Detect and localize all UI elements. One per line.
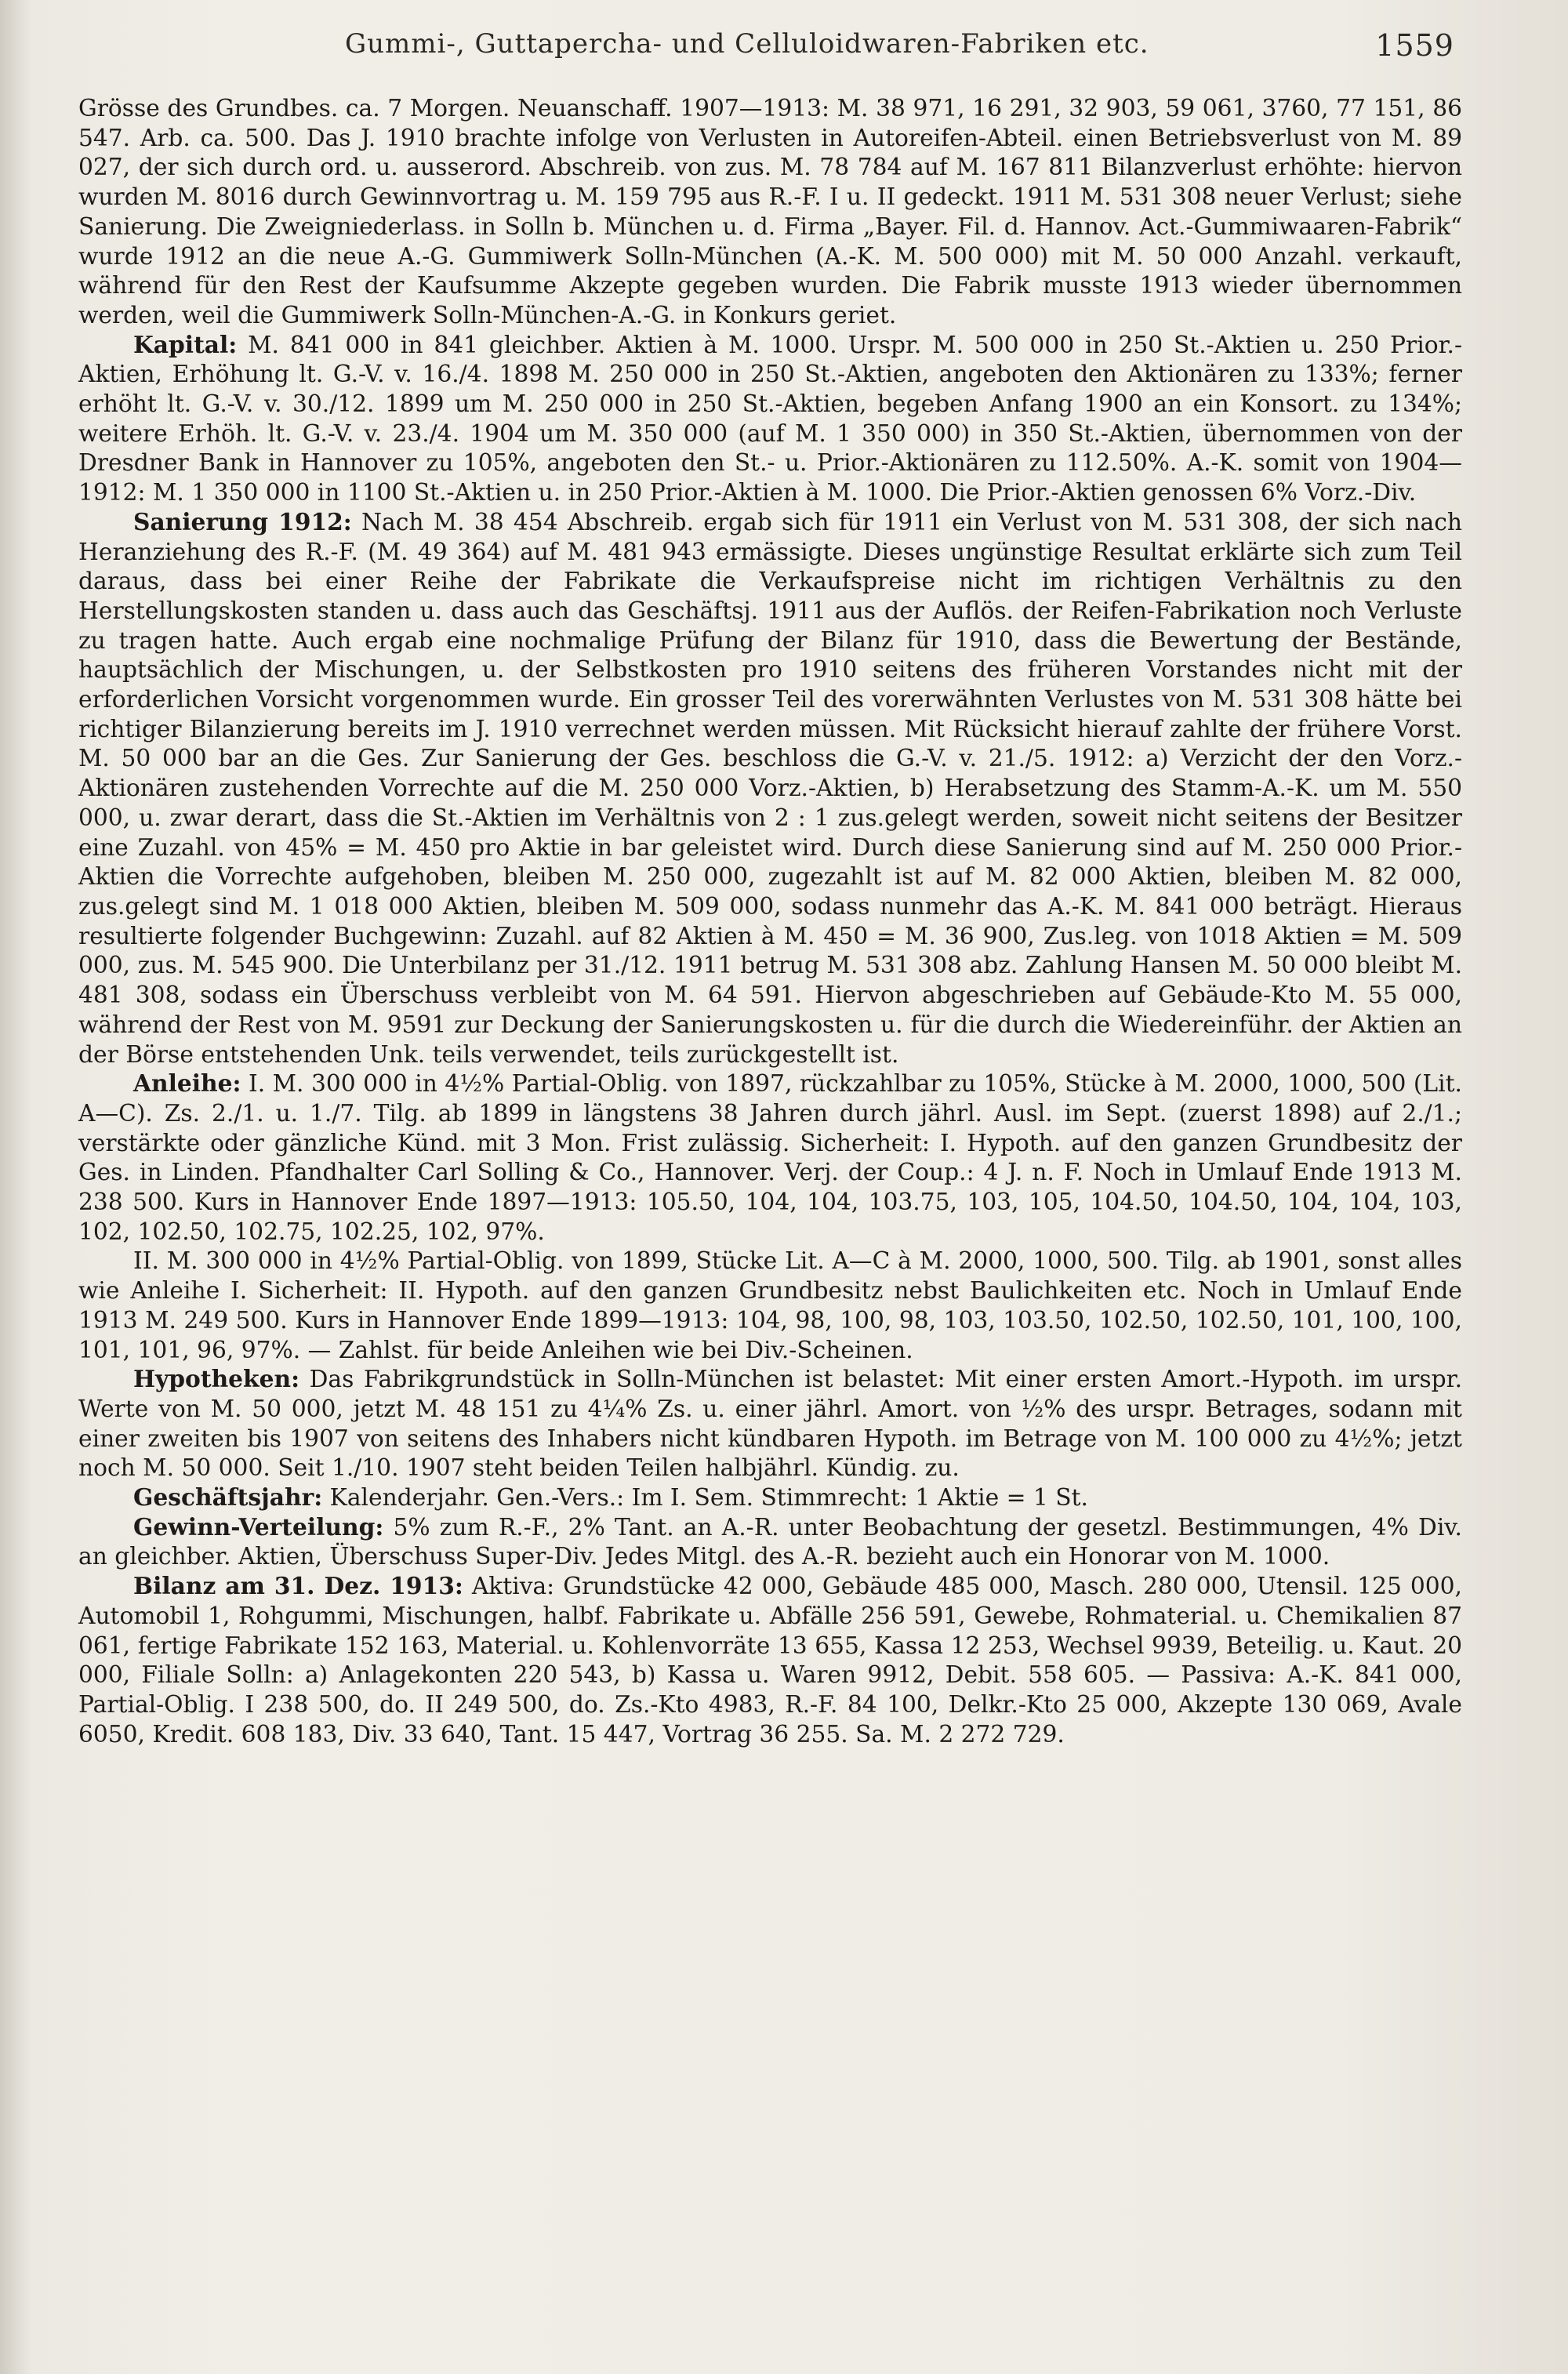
- section-heading-bilanz: Bilanz am 31. Dez. 1913:: [133, 1573, 463, 1601]
- paragraph-kapital: [78, 331, 1462, 508]
- page-number: 1559: [1375, 28, 1454, 63]
- body-text: [78, 94, 1462, 1749]
- paragraph-text: I. M. 300 000 in 4½% Partial-Oblig. von 1897, rückzahlbar zu 105%, Stücke à M. 2000, 1000, 500 (Lit. A—C). Zs. 2./1. u. 1./7. Tilg. ab 1899 in längstens 38 Jahren durch jährl. Ausl. im Sept. (zuerst 1898) auf 2./1.; verstärkte oder gänzliche Künd. mit 3 Mon. Frist zulässig. Sicherheit: I. Hypoth. auf den ganzen Grundbesitz der Ges. in Linden. Pfandhalter Carl Solling & Co., Hannover. Verj. der Coup.: 4 J. n. F. Noch in Umlauf Ende 1913 M. 238 500. Kurs in Hannover Ende 1897—1913: 105.50, 104, 104, 103.75, 103, 105, 104.50, 104.50, 104, 104, 103, 102, 102.50, 102.75, 102.25, 102, 97%.: [78, 1070, 1462, 1246]
- paragraph-text: Kalenderjahr. Gen.-Vers.: Im I. Sem. Stimmrecht: 1 Aktie = 1 St.: [322, 1484, 1088, 1512]
- paragraph-text: II. M. 300 000 in 4½% Partial-Oblig. von 1899, Stücke Lit. A—C à M. 2000, 1000, 500. Tilg. ab 1901, sonst alles wie Anleihe I. Sicherheit: II. Hypoth. auf den ganzen Grundbesitz nebst Baulichkeiten etc. Noch in Umlauf Ende 1913 M. 249 500. Kurs in Hannover Ende 1899—1913: 104, 98, 100, 98, 103, 103.50, 102.50, 102.50, 101, 100, 100, 101, 101, 96, 97%. — Zahlst. für beide Anleihen wie bei Div.-Scheinen.: [78, 1247, 1462, 1364]
- section-heading-geschaeftsjahr: Geschäftsjahr:: [133, 1484, 323, 1512]
- section-heading-gewinn-verteilung: Gewinn-Verteilung:: [133, 1513, 384, 1541]
- paragraph-sanierung: [78, 508, 1462, 1069]
- paragraph-bilanz: [78, 1572, 1462, 1749]
- section-heading-hypotheken: Hypotheken:: [133, 1366, 300, 1394]
- section-heading-kapital: Kapital:: [133, 331, 238, 359]
- section-heading-anleihe: Anleihe:: [133, 1070, 241, 1098]
- paragraph-company-history: [78, 94, 1462, 331]
- paragraph-anleihe-1: [78, 1069, 1462, 1247]
- running-head: Gummi-, Guttapercha- und Celluloidwaren-Fabriken etc.: [345, 28, 1149, 60]
- page-header: [86, 28, 1454, 75]
- paragraph-geschaeftsjahr: [78, 1483, 1462, 1513]
- paragraph-text: M. 841 000 in 841 gleichber. Aktien à M. 1000. Urspr. M. 500 000 in 250 St.-Aktien u. 250 Prior.-Aktien, Erhöhung lt. G.-V. v. 16./4. 1898 M. 250 000 in 250 St.-Aktien, angeboten den Aktionären zu 133%; ferner erhöht lt. G.-V. v. 30./12. 1899 um M. 250 000 in 250 St.-Aktien, begeben Anfang 1900 an ein Konsort. zu 134%; weitere Erhöh. lt. G.-V. v. 23./4. 1904 um M. 350 000 (auf M. 1 350 000) in 350 St.-Aktien, übernommen von der Dresdner Bank in Hannover zu 105%, angeboten den St.- u. Prior.-Aktionären zu 112.50%. A.-K. somit von 1904—1912: M. 1 350 000 in 1100 St.-Aktien u. in 250 Prior.-Aktien à M. 1000. Die Prior.-Aktien genossen 6% Vorz.-Div.: [78, 331, 1462, 507]
- paragraph-text: 5% zum R.-F., 2% Tant. an A.-R. unter Beobachtung der gesetzl. Bestimmungen, 4% Div. an gleichber. Aktien, Überschuss Super-Div. Jedes Mitgl. des A.-R. bezieht auch ein Honorar von M. 1000.: [78, 1513, 1462, 1571]
- paragraph-text: Aktiva: Grundstücke 42 000, Gebäude 485 000, Masch. 280 000, Utensil. 125 000, Automobil 1, Rohgummi, Mischungen, halbf. Fabrikate u. Abfälle 256 591, Gewebe, Rohmaterial. u. Chemikalien 87 061, fertige Fabrikate 152 163, Material. u. Kohlenvorräte 13 655, Kassa 12 253, Wechsel 9939, Beteilig. u. Kaut. 20 000, Filiale Solln: a) Anlagekonten 220 543, b) Kassa u. Waren 9912, Debit. 558 605. — Passiva: A.-K. 841 000, Partial-Oblig. I 238 500, do. II 249 500, do. Zs.-Kto 4983, R.-F. 84 100, Delkr.-Kto 25 000, Akzepte 130 069, Avale 6050, Kredit. 608 183, Div. 33 640, Tant. 15 447, Vortrag 36 255. Sa. M. 2 272 729.: [78, 1573, 1462, 1748]
- paragraph-text: Nach M. 38 454 Abschreib. ergab sich für 1911 ein Verlust von M. 531 308, der sich nach Heranziehung des R.-F. (M. 49 364) auf M. 481 943 ermässigte. Dieses ungünstige Resultat erklärte sich zum Teil daraus, dass bei einer Reihe der Fabrikate die Verkaufspreise nicht im richtigen Verhältnis zu den Herstellungskosten standen u. dass auch das Geschäftsj. 1911 aus der Auflös. der Reifen-Fabrikation noch Verluste zu tragen hatte. Auch ergab eine nochmalige Prüfung der Bilanz für 1910, dass die Bewertung der Bestände, hauptsächlich der Mischungen, u. der Selbstkosten pro 1910 seitens des früheren Vorstandes nicht mit der erforderlichen Vorsicht vorgenommen wurde. Ein grosser Teil des vorerwähnten Verlustes von M. 531 308 hätte bei richtiger Bilanzierung bereits im J. 1910 verrechnet werden müssen. Mit Rücksicht hierauf zahlte der frühere Vorst. M. 50 000 bar an die Ges. Zur Sanierung der Ges. beschloss die G.-V. v. 21./5. 1912: a) Verzicht der den Vorz.-Aktionären zustehenden Vorrechte auf die M. 250 000 Vorz.-Aktien, b) Herabsetzung des Stamm-A.-K. um M. 550 000, u. zwar derart, dass die St.-Aktien im Verhältnis von 2 : 1 zus.gelegt werden, soweit nicht seitens der Besitzer eine Zuzahl. von 45% = M. 450 pro Aktie in bar geleistet wird. Durch diese Sanierung sind auf M. 250 000 Prior.-Aktien die Vorrechte aufgehoben, bleiben M. 250 000, zugezahlt ist auf M. 82 000 Aktien, bleiben M. 82 000, zus.gelegt sind M. 1 018 000 Aktien, bleiben M. 509 000, sodass nunmehr das A.-K. M. 841 000 beträgt. Hieraus resultierte folgender Buchgewinn: Zuzahl. auf 82 Aktien à M. 450 = M. 36 900, Zus.leg. von 1018 Aktien = M. 509 000, zus. M. 545 900. Die Unterbilanz per 31./12. 1911 betrug M. 531 308 abz. Zahlung Hansen M. 50 000 bleibt M. 481 308, sodass ein Überschuss verbleibt von M. 64 591. Hiervon abgeschrieben auf Gebäude-Kto M. 55 000, während der Rest von M. 9591 zur Deckung der Sanierungskosten u. für die durch die Wiedereinführ. der Aktien an der Börse entstehenden Unk. teils verwendet, teils zurückgestellt ist.: [78, 508, 1462, 1069]
- section-heading-sanierung: Sanierung 1912:: [133, 508, 352, 536]
- paragraph-text: Das Fabrikgrundstück in Solln-München ist belastet: Mit einer ersten Amort.-Hypoth. im urspr. Werte von M. 50 000, jetzt M. 48 151 zu 4¼% Zs. u. einer jährl. Amort. von ½% des urspr. Betrages, sodann mit einer zweiten bis 1907 von seitens des Inhabers nicht kündbaren Hypoth. im Betrage von M. 100 000 zu 4½%; jetzt noch M. 50 000. Seit 1./10. 1907 steht beiden Teilen halbjährl. Kündig. zu.: [78, 1366, 1462, 1483]
- paragraph-anleihe-2: [78, 1247, 1462, 1365]
- paragraph-hypotheken: [78, 1365, 1462, 1483]
- paragraph-text: Grösse des Grundbes. ca. 7 Morgen. Neuanschaff. 1907—1913: M. 38 971, 16 291, 32 903, 59 061, 3760, 77 151, 86 547. Arb. ca. 500. Das J. 1910 brachte infolge von Verlusten in Autoreifen-Abteil. einen Betriebsverlust von M. 89 027, der sich durch ord. u. ausserord. Abschreib. von zus. M. 78 784 auf M. 167 811 Bilanzverlust erhöhte: hiervon wurden M. 8016 durch Gewinnvortrag u. M. 159 795 aus R.-F. I u. II gedeckt. 1911 M. 531 308 neuer Verlust; siehe Sanierung. Die Zweigniederlass. in Solln b. München u. d. Firma „Bayer. Fil. d. Hannov. Act.-Gummiwaaren-Fabrik“ wurde 1912 an die neue A.-G. Gummiwerk Solln-München (A.-K. M. 500 000) mit M. 50 000 Anzahl. verkauft, während für den Rest der Kaufsumme Akzepte gegeben wurden. Die Fabrik musste 1913 wieder übernommen werden, weil die Gummiwerk Solln-München-A.-G. in Konkurs geriet.: [78, 95, 1462, 329]
- paragraph-gewinn-verteilung: [78, 1513, 1462, 1572]
